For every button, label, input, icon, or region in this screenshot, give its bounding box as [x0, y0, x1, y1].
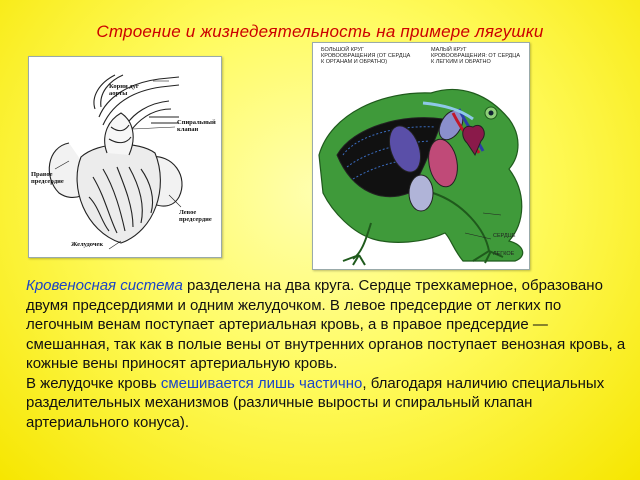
page-title: Строение и жизнедеятельность на примере лягушки: [96, 22, 544, 41]
highlight-partial-mixing: смешивается лишь частично: [160, 374, 363, 392]
label-spiral-valve: Спиральный клапан: [177, 119, 216, 133]
label-ventricle: Желудочек: [71, 241, 104, 248]
paragraph-circulatory-system: [26, 276, 626, 374]
label-heart: СЕРДЦЕ: [493, 233, 516, 239]
body-text: [26, 276, 626, 432]
label-lungs: ЛЕГКОЕ: [493, 251, 515, 257]
paragraph-ventricle-mixing: [26, 374, 626, 433]
label-left-atrium: Левое предсердие: [179, 209, 212, 223]
paragraph2-after: , благодаря наличию специальных разделительных механизмов (различные выросты и спиральный клапан артериального конуса).: [26, 374, 605, 431]
label-aorta-root: Корни дуг аорты: [109, 83, 139, 97]
paragraph1-text: разделена на два круга. Сердце трехкамерное, образовано двумя предсердиями и одним желудочком. В левое предсердие от легких по легочным венам поступает артериальная кровь, а в правое предсердие — смешанная, так как в полые вены от внутренних органов поступает венозная кровь, а кожные вены приносят артериальную кровь.: [26, 277, 626, 372]
frog-figure: [312, 42, 530, 270]
label-pulmonary-circle: МАЛЫЙ КРУГ КРОВООБРАЩЕНИЯ: ОТ СЕРДЦА К ЛЕГКИМ И ОБРАТНО: [431, 47, 520, 65]
heart-figure: [28, 56, 222, 258]
label-systemic-circle: БОЛЬШОЙ КРУГ КРОВООБРАЩЕНИЯ (ОТ СЕРДЦА К ОРГАНАМ И ОБРАТНО): [321, 47, 411, 65]
paragraph2-before: В желудочке кровь: [26, 374, 161, 392]
highlight-circulatory-system: Кровеносная система: [26, 277, 183, 294]
label-right-atrium: Правое предсердие: [31, 171, 64, 185]
